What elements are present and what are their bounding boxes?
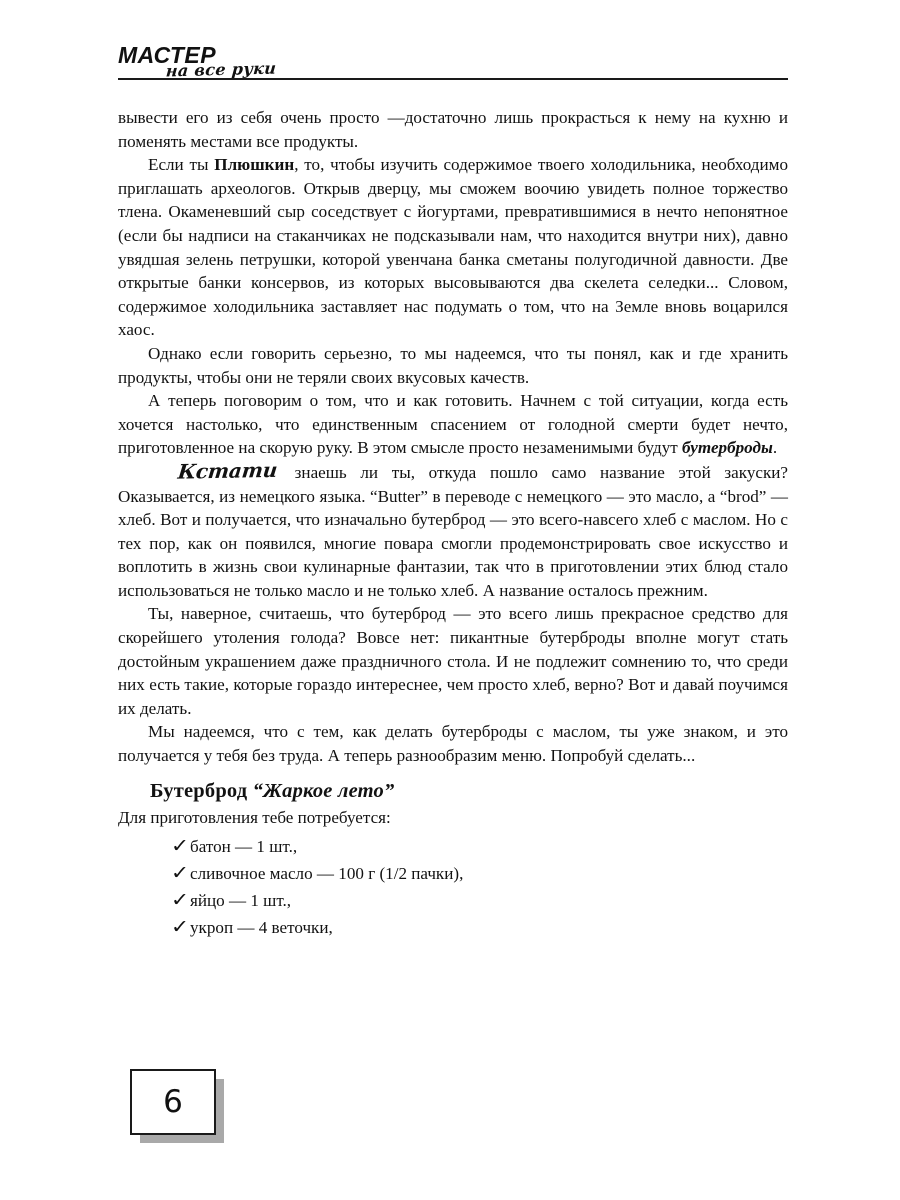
masthead-logo [118,44,318,90]
recipe-title-prefix: Бутерброд [150,779,253,802]
recipe-title [118,778,788,804]
handwritten-kstati-label: Кстати [176,457,279,484]
text-run: , то, чтобы изучить содержимое твоего холодильника, необходимо приглашать археологов. Открыв дверцу, мы сможем воочию увидеть полное торжество тлена. Окаменевший сыр соседствует с йогуртами, превратившимися в нечто непонятное (если бы надписи на стаканчиках не подсказывали нам, что находится внутри них), давно увядшая зелень петрушки, которой увенчана банка сметаны полугодичной давности. Две открытые банки консервов, из которых высовываются два скелета селедки... Словом, содержимое холодильника заставляет нас подумать о том, что на Земле вновь воцарился хаос. [118,155,788,340]
emphasis-buterbrody: бутерброды [682,438,773,458]
ingredient-text: яйцо — 1 шт., [190,891,292,911]
running-header [118,44,788,96]
ingredient-text: сливочное масло — 100 г (1/2 пачки), [190,864,464,884]
text-run: вывести его из себя очень просто —достаточно лишь прокрасться к нему на кухню и поменять местами все продукты. [118,108,788,151]
ingredient-item [118,833,788,860]
paragraph [118,389,788,460]
paragraph [118,106,788,153]
emphasis-pljushkin: Плюшкин [214,155,295,175]
paragraph [118,153,788,342]
text-run: Мы надеемся, что с тем, как делать бутерброды с маслом, ты уже знаком, и это получается у тебя без труда. А теперь разнообразим меню. Попробуй сделать... [118,722,788,766]
ingredient-item [118,860,788,887]
masthead-title: МАСТЕР [118,42,217,68]
ingredient-text: батон — 1 шт., [190,837,298,857]
text-run: А теперь поговорим о том, что и как готовить. Начнем с той ситуации, когда есть хочется настолько, что единственным спасением от голодной смерти будет нечто, приготовленное на скорую руку. В этом смысле просто незаменимыми будут [118,391,788,458]
check-icon: ✓ [170,835,190,858]
paragraph [118,720,788,767]
paragraph [118,457,788,603]
text-run: Если ты [148,155,215,175]
recipe-intro-line: Для приготовления тебе потребуется: [118,807,391,827]
text-run: Ты, наверное, считаешь, что бутерброд — это всего лишь прекрасное средство для скорейшего утоления голода? Вовсе нет: пикантные бутерброды вполне могут стать достойным украшением даже праздничного стола. И не подлежит сомнению то, что среди них есть такие, которые гораздо интереснее, чем просто хлеб, верно? Вот и давай поучимся их делать. [118,604,788,718]
page-number-folio [130,1069,214,1133]
header-rule-line [118,78,788,80]
check-icon: ✓ [170,862,190,885]
text-run: Однако если говорить серьезно, то мы надеемся, что ты понял, как и где хранить продукты, чтобы они не теряли своих вкусовых качеств. [118,343,788,387]
paragraph [118,602,788,720]
ingredient-text: укроп — 4 веточки, [190,918,333,938]
ingredient-list [118,833,788,941]
check-icon: ✓ [170,916,190,939]
check-icon: ✓ [170,889,190,912]
text-run: . [772,438,778,458]
masthead-subtitle: на все руки [165,58,278,81]
ingredient-item [118,914,788,941]
text-run: знаешь ли ты, откуда пошло само название этой закуски? Оказывается, из немецкого языка. “Butter” в переводе с немецкого — это масло, а “brod” — хлеб. Вот и получается, что изначально бутерброд — это всего-навсего хлеб с маслом. Но с тех пор, как он появился, многие повара смогли продемонстрировать свое искусство и воплотить в жизнь свои кулинарные фантазии, так что в приготовлении этих блюд стало использоваться не только масло и не только хлеб. А название осталось прежним. [118,462,788,600]
page-number: 6 [163,1083,183,1120]
recipe-title-dish: “Жаркое лето” [252,779,395,802]
text-column [118,106,788,941]
paragraph [118,342,788,389]
folio-box [130,1069,216,1135]
ingredient-item [118,887,788,914]
